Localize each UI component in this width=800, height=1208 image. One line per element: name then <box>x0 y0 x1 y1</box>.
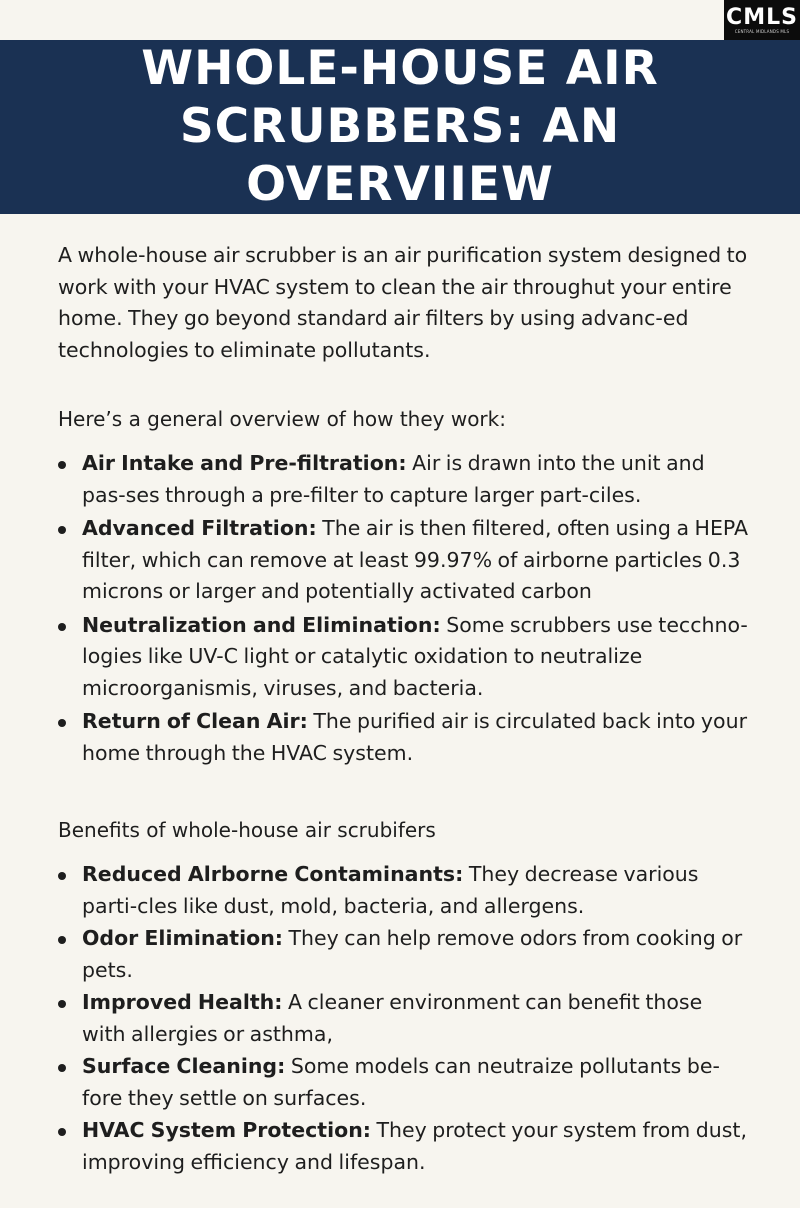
list-item <box>58 987 748 1050</box>
bullet-icon <box>58 1128 66 1136</box>
page-title: WHOLE-HOUSE AIR SCRUBBERS: AN OVERVIIEW <box>141 41 659 212</box>
list-item-term: HVAC System Protection: <box>82 1118 371 1142</box>
logo-mark: CMLS <box>726 4 798 30</box>
list-item-text: The purified air is circulated back into your home through the HVAC system. <box>82 709 748 765</box>
how-it-works-list <box>58 448 748 769</box>
bullet-icon <box>58 872 66 880</box>
list-item-term: Improved Health: <box>82 990 283 1014</box>
list-item-text: The air is then filtered, often using a HEPA filter, which can remove at least 99.97% of airborne particles 0.3 microns or larger and potentially activated carbon <box>82 516 748 603</box>
bullet-icon <box>58 526 66 534</box>
list-item-term: Odor Elimination: <box>82 926 284 950</box>
list-item-text: They decrease various parti-cles like dust, mold, bacteria, and allergens. <box>82 862 699 918</box>
list-item <box>58 859 748 922</box>
list-item-text: Some models can neutraize pollutants be-fore they settle on surfaces. <box>82 1054 720 1110</box>
list-item <box>58 1051 748 1114</box>
list-item-text: They protect your system from dust, improving efficiency and lifespan. <box>82 1118 747 1174</box>
bullet-icon <box>58 719 66 727</box>
how-it-works-heading: Here’s a general overview of how they work: <box>58 407 506 431</box>
main-content <box>58 240 748 799</box>
list-item <box>58 513 748 608</box>
list-item-term: Air Intake and Pre-filtration: <box>82 451 407 475</box>
list-item-term: Neutralization and Elimination: <box>82 612 441 637</box>
list-item-text: Air is drawn into the unit and pas-ses through a pre-filter to capture larger part-ciles. <box>82 451 705 507</box>
list-item-text: Some scrubbers use tecchno-logies like UV-C light or catalytic oxidation to neutralize microorganismis, viruses, and bacteria. <box>82 612 748 700</box>
title-banner <box>0 40 800 214</box>
bullet-icon <box>58 936 66 944</box>
list-item <box>58 706 748 769</box>
list-item-term: Advanced Filtration: <box>82 516 317 540</box>
bullet-icon <box>58 1064 66 1072</box>
cmls-logo <box>724 0 800 40</box>
benefits-list <box>58 859 748 1178</box>
bullet-icon <box>58 461 66 469</box>
list-item-term: Reduced Alrborne Contaminants: <box>82 862 464 886</box>
benefits-heading: Benefits of whole-house air scrubifers <box>58 818 436 842</box>
list-item-text: They can help remove odors from cooking or pets. <box>82 926 743 982</box>
list-item <box>58 923 748 986</box>
list-item <box>58 448 748 511</box>
list-item-term: Return of Clean Air: <box>82 709 308 733</box>
bullet-icon <box>58 1000 66 1008</box>
benefits-section <box>58 815 748 1208</box>
list-item <box>58 1115 748 1178</box>
bullet-icon <box>58 623 66 631</box>
intro-paragraph: A whole-house air scrubber is an air purification system designed to work with your HVAC system to clean the air throughut your entire home. They go beyond standard air filters by using advanc-ed technologies to eliminate pollutants. <box>58 243 748 362</box>
list-item-term: Surface Cleaning: <box>82 1054 286 1078</box>
list-item-text: A cleaner environment can benefit those with allergies or asthma, <box>82 990 703 1046</box>
list-item <box>58 610 748 705</box>
logo-subtitle: CENTRAL MIDLANDS MLS <box>734 28 790 34</box>
